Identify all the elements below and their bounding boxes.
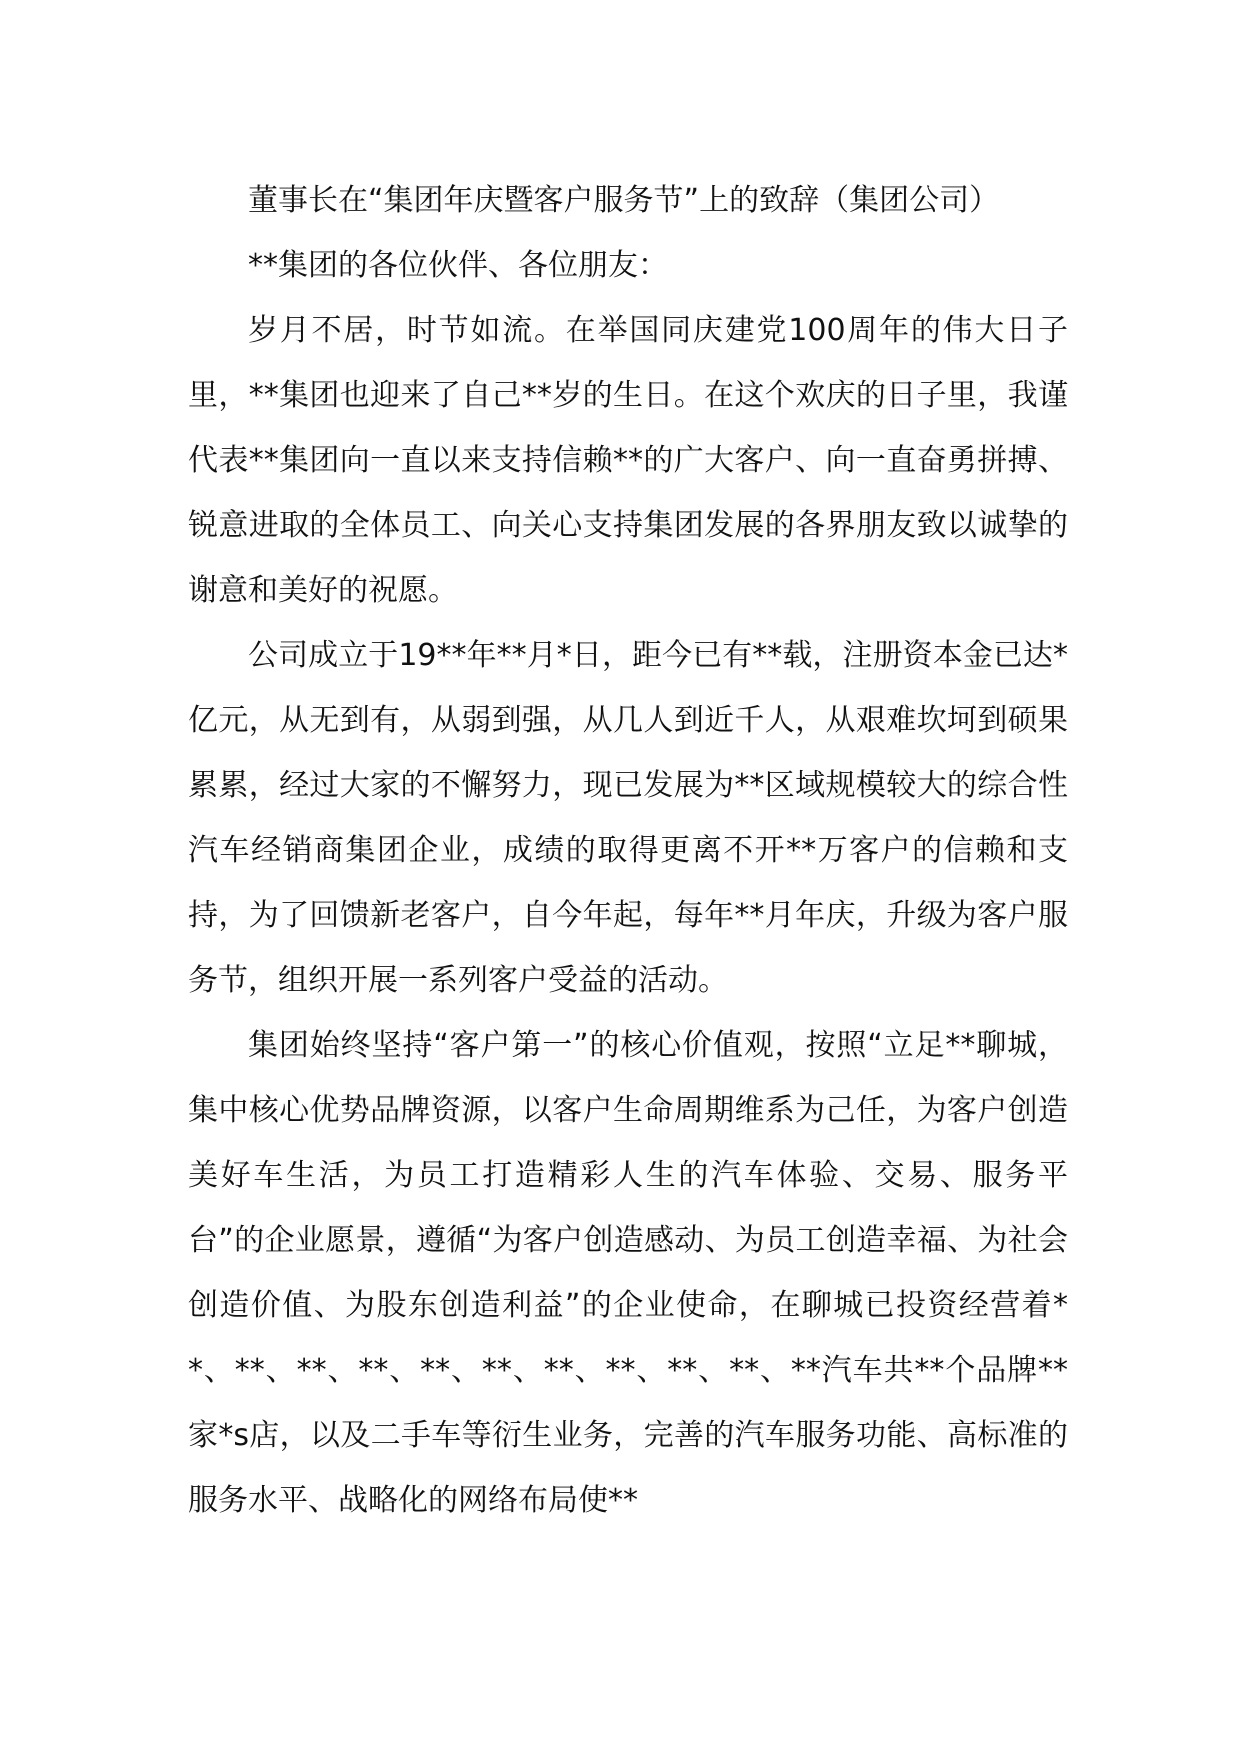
paragraph-3: 集团始终坚持“客户第一”的核心价值观，按照“立足**聊城，集中核心优势品牌资源，以客户生命周期维系为己任，为客户创造美好车生活，为员工打造精彩人生的汽车体验、交易、服务平台”的企业愿景，遵循“为客户创造感动、为员工创造幸福、为社会创造价值、为股东创造利益”的企业使命，在聊城已投资经营着**、**、**、**、**、**、**、**、**、**、**汽车共**个品牌**家*s店，以及二手车等衍生业务，完善的汽车服务功能、高标准的服务水平、战略化的网络布局使**: [188, 1028, 1068, 1518]
paragraph-2: 公司成立于19**年**月*日，距今已有**载，注册资本金已达*亿元，从无到有，从弱到强，从几人到近千人，从艰难坎坷到硕果累累，经过大家的不懈努力，现已发展为**区域规模较大的综合性汽车经销商集团企业，成绩的取得更离不开**万客户的信赖和支持，为了回馈新老客户，自今年起，每年**月年庆，升级为客户服务节，组织开展一系列客户受益的活动。: [188, 638, 1068, 998]
document-title: 董事长在“集团年庆暨客户服务节”上的致辞（集团公司）: [248, 183, 1000, 218]
document-body: [188, 168, 1068, 1533]
salutation: **集团的各位伙伴、各位朋友：: [248, 248, 668, 283]
paragraph-1: 岁月不居，时节如流。在举国同庆建党100周年的伟大日子里，**集团也迎来了自己**岁的生日。在这个欢庆的日子里，我谨代表**集团向一直以来支持信赖**的广大客户、向一直奋勇拼搏、锐意进取的全体员工、向关心支持集团发展的各界朋友致以诚挚的谢意和美好的祝愿。: [188, 313, 1068, 608]
